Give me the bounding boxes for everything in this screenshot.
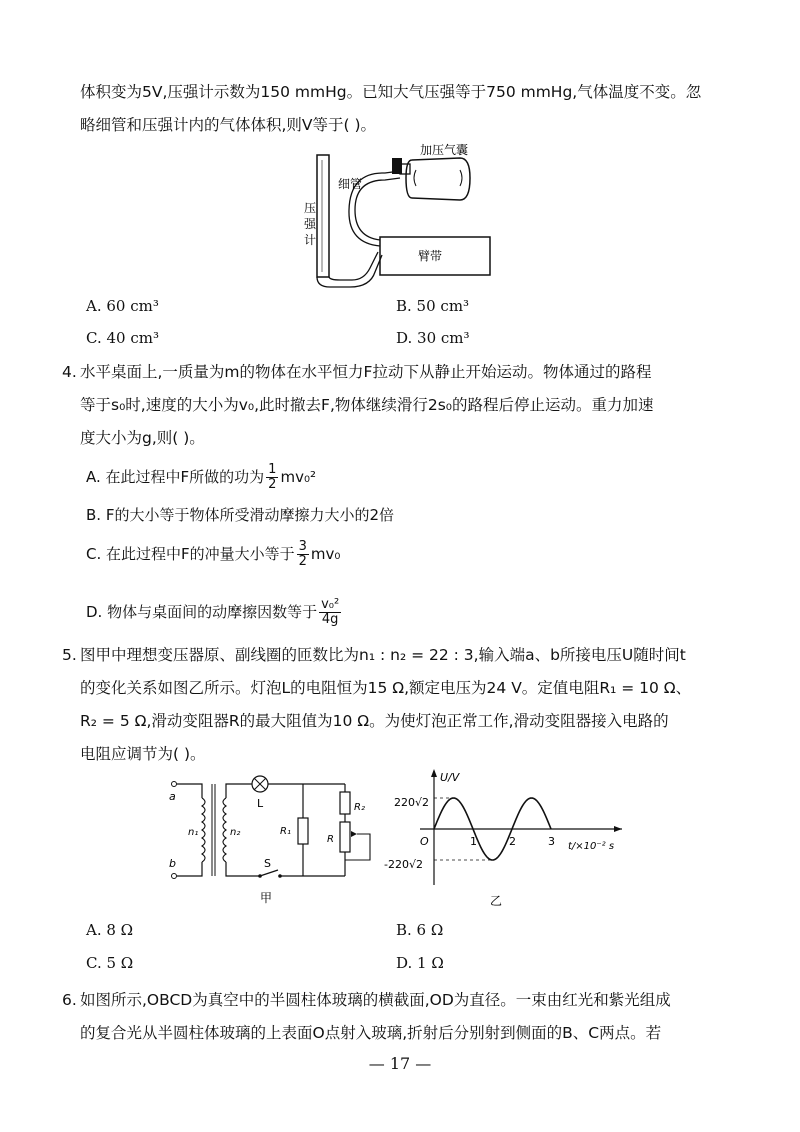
q5-option-b: B. 6 Ω xyxy=(396,921,444,939)
q6-line-1: 如图所示,OBCD为真空中的半圆柱体玻璃的横截面,OD为直径。一束由红光和紫光组成 xyxy=(80,991,671,1009)
label-R: R xyxy=(327,834,334,845)
x-axis-label: t/×10⁻² s xyxy=(568,841,615,852)
q4-option-d-text: D. 物体与桌面间的动摩擦因数等于 xyxy=(86,603,318,621)
q4-line-2: 等于s₀时,速度的大小为v₀,此时撤去F,物体继续滑行2s₀的路程后停止运动。重力加速 xyxy=(80,396,654,414)
q6-line-2: 的复合光从半圆柱体玻璃的上表面O点射入玻璃,折射后分别射到侧面的B、C两点。若 xyxy=(80,1024,662,1042)
graph-caption: 乙 xyxy=(490,894,503,908)
voltage-graph xyxy=(360,765,630,915)
x-tick-1: 1 xyxy=(470,835,477,848)
q4-a-frac-num: 1 xyxy=(268,462,277,477)
q5-line-2: 的变化关系如图乙所示。灯泡L的电阻恒为15 Ω,额定电压为24 V。定值电阻R₁ = 10 Ω、 xyxy=(80,679,692,697)
y-min-label: -220√2 xyxy=(384,858,423,871)
q4-option-b: B. F的大小等于物体所受滑动摩擦力大小的2倍 xyxy=(86,506,394,524)
blood-pressure-figure xyxy=(300,140,500,290)
label-R1: R₁ xyxy=(280,826,291,837)
gauge-u-bend xyxy=(317,255,382,287)
q4-number: 4. xyxy=(62,363,77,381)
gauge-label-2: 强 xyxy=(304,217,317,231)
x-tick-3: 3 xyxy=(548,835,555,848)
pump-bulb xyxy=(406,158,470,200)
primary-coil xyxy=(202,798,205,862)
x-tick-2: 2 xyxy=(509,835,516,848)
terminal-a: a xyxy=(169,790,176,803)
q4-c-frac-den: 2 xyxy=(298,554,307,569)
q5-line-4: 电阻应调节为( )。 xyxy=(80,745,206,763)
gauge-label-1: 压 xyxy=(304,201,317,215)
label-R2: R₂ xyxy=(354,802,365,813)
belt-label: 臂带 xyxy=(418,249,443,263)
q5-option-a: A. 8 Ω xyxy=(86,921,134,939)
y-axis-label: U/V xyxy=(440,771,460,784)
q6-number: 6. xyxy=(62,991,77,1009)
q4-c-frac-num: 3 xyxy=(298,539,307,554)
q4-option-d xyxy=(86,598,343,627)
label-n1: n₁ xyxy=(188,827,199,838)
q3-option-c: C. 40 cm³ xyxy=(86,329,159,347)
label-L: L xyxy=(257,797,264,810)
terminal-b: b xyxy=(169,857,176,870)
circuit-diagram xyxy=(160,770,390,910)
pump-label: 加压气囊 xyxy=(420,143,469,157)
q5-option-d: D. 1 Ω xyxy=(396,954,444,972)
gauge-label-3: 计 xyxy=(304,233,317,247)
circuit-caption: 甲 xyxy=(260,891,273,905)
tube-label: 细管 xyxy=(338,177,363,191)
q4-option-c xyxy=(86,540,340,569)
q4-a-frac-den: 2 xyxy=(268,477,277,492)
q3-option-a: A. 60 cm³ xyxy=(86,297,159,315)
resistor-R2 xyxy=(340,792,350,814)
q3-option-d: D. 30 cm³ xyxy=(396,329,470,347)
q4-a-suffix: mv₀² xyxy=(280,468,316,486)
label-S: S xyxy=(264,857,271,870)
q3-option-b: B. 50 cm³ xyxy=(396,297,470,315)
q4-line-1: 水平桌面上,一质量为m的物体在水平恒力F拉动下从静止开始运动。物体通过的路程 xyxy=(80,363,652,381)
gauge-tube xyxy=(317,155,329,277)
y-max-label: 220√2 xyxy=(394,796,430,809)
q5-number: 5. xyxy=(62,646,77,664)
q4-d-frac-num: v₀² xyxy=(321,597,340,612)
q4-d-frac-den: 4g xyxy=(321,612,339,627)
q5-line-3: R₂ = 5 Ω,滑动变阻器R的最大阻值为10 Ω。为使灯泡正常工作,滑动变阻器接入电路的 xyxy=(80,712,669,730)
page-number: — 17 — xyxy=(368,1054,432,1073)
rheostat-R xyxy=(340,822,350,852)
q4-line-3: 度大小为g,则( )。 xyxy=(80,429,205,447)
secondary-coil xyxy=(223,798,226,862)
q5-option-c: C. 5 Ω xyxy=(86,954,134,972)
resistor-R1 xyxy=(298,818,308,844)
origin-label: O xyxy=(420,835,429,848)
intro-line-1: 体积变为5V,压强计示数为150 mmHg。已知大气压强等于750 mmHg,气体温度不变。忽 xyxy=(80,83,702,101)
q4-option-a-text: A. 在此过程中F所做的功为 xyxy=(86,468,265,486)
q4-c-suffix: mv₀ xyxy=(310,545,341,563)
q4-option-a xyxy=(86,463,316,492)
q5-line-1: 图甲中理想变压器原、副线圈的匝数比为n₁ : n₂ = 22 : 3,输入端a、b所接电压U随时间t xyxy=(80,646,686,664)
q4-option-c-text: C. 在此过程中F的冲量大小等于 xyxy=(86,545,295,563)
intro-line-2: 略细管和压强计内的气体体积,则V等于( )。 xyxy=(80,116,377,134)
label-n2: n₂ xyxy=(230,827,241,838)
